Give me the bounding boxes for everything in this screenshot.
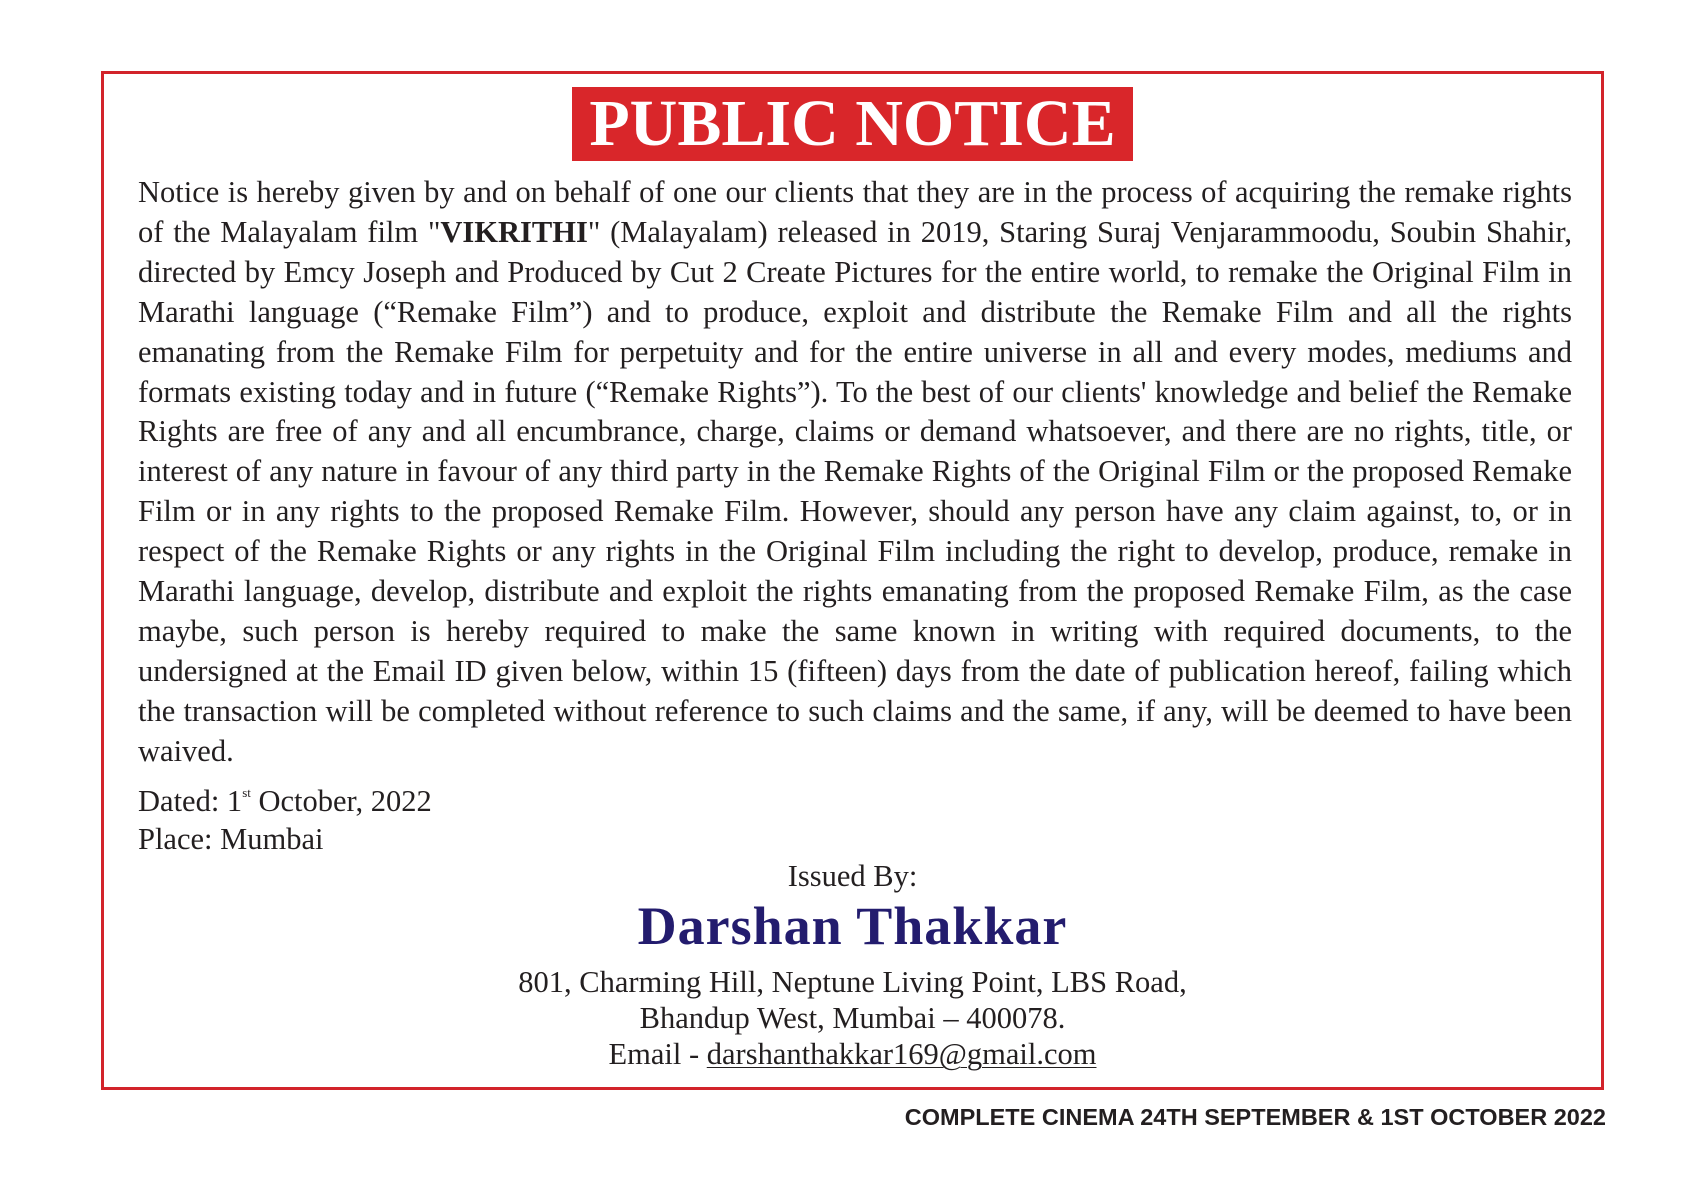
address-line-2: Bhandup West, Mumbai – 400078. (639, 1001, 1066, 1035)
dated-prefix: Dated: 1 (138, 784, 243, 818)
film-name: VIKRITHI (440, 214, 588, 249)
issued-by-label: Issued By: (787, 859, 918, 893)
issuer-name: Darshan Thakkar (637, 896, 1068, 956)
notice-title: PUBLIC NOTICE (572, 87, 1132, 161)
notice-body-part2: " (Malayalam) released in 2019, Staring Suraj Venjarammoodu, Soubin Shahir, directed by Emcy Joseph and Produced by Cut 2 Create Pictures for the entire world, to remake the Original Film in Marathi language (“Remake Film”) and to produce, exploit and distribute the Remake Film and all the rights emanating from the Remake Film for perpetuity and for the entire universe in all and every modes, mediums and formats existing today and in future (“Remake Rights”). To the best of our clients' knowledge and belief the Remake Rights are free of any and all encumbrance, charge, claims or demand whatsoever, and there are no rights, title, or interest of any nature in favour of any third party in the Remake Rights of the Original Film or the proposed Remake Film or in any rights to the proposed Remake Film. However, should any person have any claim against, to, or in respect of the Remake Rights or any rights in the Original Film including the right to develop, produce, remake in Marathi language, develop, distribute and exploit the rights emanating from the proposed Remake Film, as the case maybe, such person is hereby required to make the same known in writing with required documents, to the undersigned at the Email ID given below, within 15 (fifteen) days from the date of publication hereof, failing which the transaction will be completed without reference to such claims and the same, if any, will be deemed to have been waived. (138, 214, 1573, 768)
email-line (104, 1035, 1601, 1073)
notice-body (138, 173, 1572, 772)
dated-rest: October, 2022 (250, 784, 432, 818)
dated-ordinal-suffix: st (242, 785, 251, 800)
address-line-1: 801, Charming Hill, Neptune Living Point, LBS Road, (518, 965, 1187, 999)
public-notice-box (101, 71, 1604, 1090)
email-label: Email - (608, 1037, 707, 1071)
notice-body-part1: Notice is hereby given by and on behalf of one our clients that they are in the process of acquiring the remake rights of the Malayalam film " (138, 175, 1572, 249)
email-link[interactable]: darshanthakkar169@gmail.com (706, 1037, 1097, 1071)
title-wrapper (104, 87, 1601, 161)
publication-footer: COMPLETE CINEMA 24TH SEPTEMBER & 1ST OCTOBER 2022 (904, 1104, 1606, 1130)
dated-line (138, 782, 432, 820)
place-line: Place: Mumbai (138, 822, 324, 856)
